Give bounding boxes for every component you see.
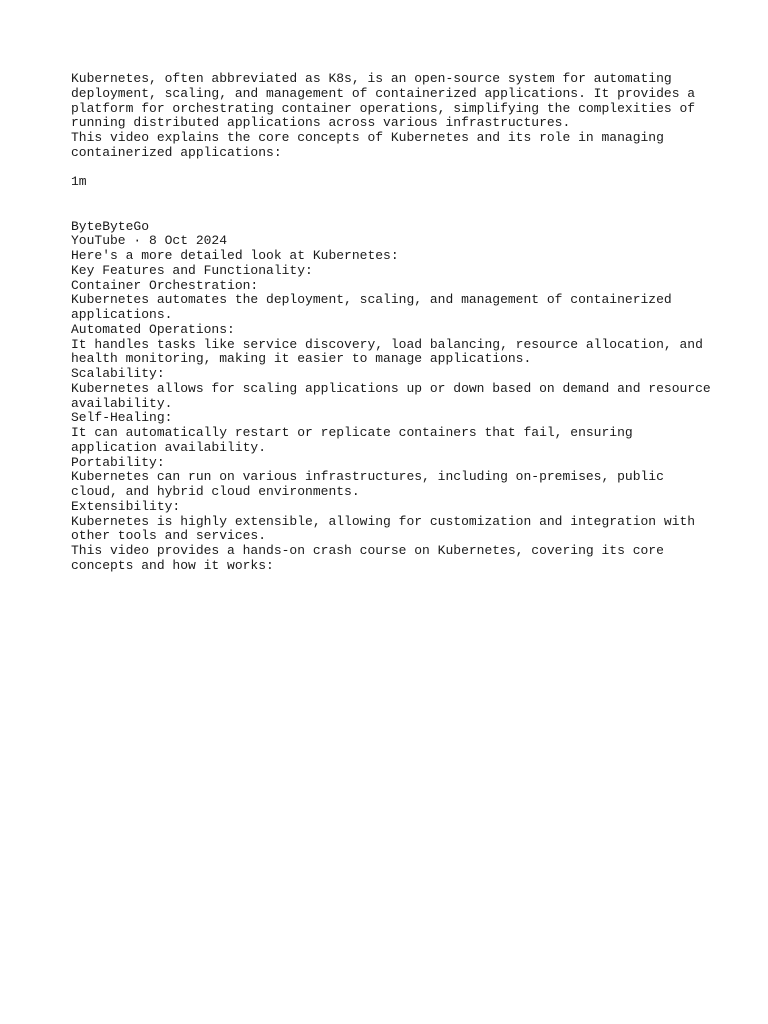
- feature-description: It handles tasks like service discovery, load balancing, resource allocation, and health monitoring, making it easier to manage applications.: [71, 336, 711, 367]
- feature-description: Kubernetes is highly extensible, allowing for customization and integration with other tools and services.: [71, 513, 703, 544]
- spacer: [71, 161, 711, 176]
- feature-title: Portability:: [71, 454, 165, 470]
- video-channel-name: ByteByteGo: [71, 218, 150, 234]
- video-intro-text: This video explains the core concepts of Kubernetes and its role in managing containerized applications:: [71, 130, 672, 160]
- spacer: [71, 190, 711, 220]
- feature-title: Scalability:: [71, 366, 165, 381]
- feature-title: Automated Operations:: [71, 321, 235, 337]
- document-body: [71, 71, 719, 574]
- closing-video-text: This video provides a hands-on crash course on Kubernetes, covering its core concepts and how it works:: [71, 543, 672, 573]
- video-source-date: YouTube · 8 Oct 2024: [71, 233, 228, 249]
- feature-title: Self-Healing:: [71, 410, 173, 426]
- feature-description: Kubernetes automates the deployment, scaling, and management of containerized applications.: [71, 292, 680, 322]
- intro-paragraph: Kubernetes, often abbreviated as K8s, is an open-source system for automating deployment, scaling, and management of containerized applications. It provides a platform for orchestrating container operations, simplifying the complexities of running distributed applications across various infrastructures.: [71, 71, 703, 131]
- feature-title: Extensibility:: [71, 498, 181, 514]
- section-heading: Key Features and Functionality:: [71, 262, 313, 278]
- feature-description: Kubernetes can run on various infrastructures, including on-premises, public cloud, and hybrid cloud environments.: [71, 469, 672, 499]
- feature-description: It can automatically restart or replicate containers that fail, ensuring application availability.: [71, 425, 641, 455]
- video-duration: 1m: [71, 174, 87, 190]
- feature-description: Kubernetes allows for scaling applications up or down based on demand and resource availability.: [71, 380, 719, 411]
- feature-title: Container Orchestration:: [71, 277, 259, 293]
- details-lead-text: Here's a more detailed look at Kubernetes:: [71, 248, 399, 263]
